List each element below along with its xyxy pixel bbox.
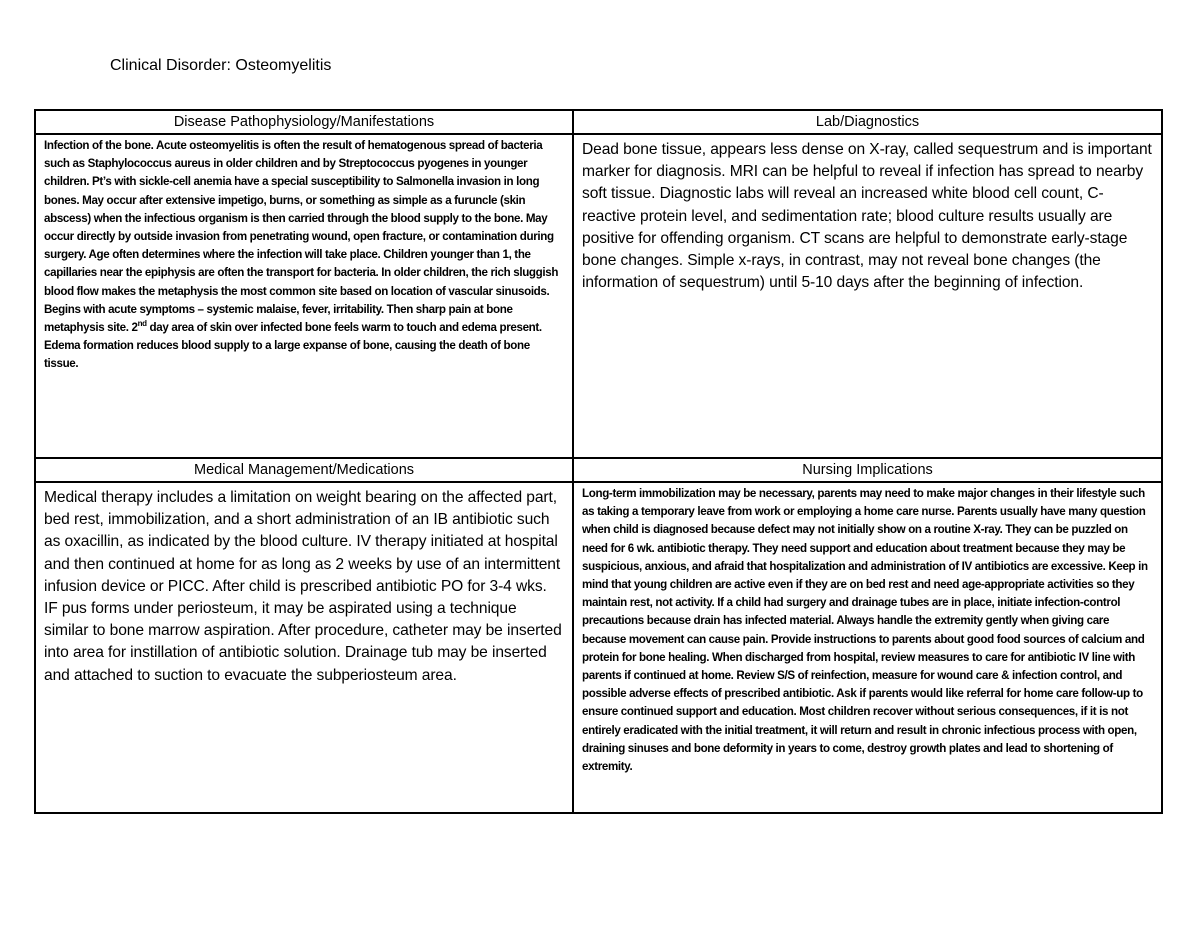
medical-management-header-cell <box>35 458 573 482</box>
medical-management-cell <box>35 482 573 813</box>
header-row-bottom <box>35 458 1162 482</box>
medical-management-text: Medical therapy includes a limitation on weight bearing on the affected part, bed rest, immobilization, and a short administration of an IB antibiotic such as oxacillin, as indicated by the blood culture. IV therapy initiated at hospital and then continued at home for as long as 2 weeks by use of an intermittent infusion device or PICC. After child is prescribed antibiotic PO for 3-4 wks. IF pus forms under periosteum, it may be aspirated using a technique similar to bone marrow aspiration. After procedure, catheter may be inserted into area for instillation of antibiotic solution. Drainage tub may be inserted and attached to suction to evacuate the subperiosteum area. <box>44 489 562 684</box>
medical-management-header: Medical Management/Medications <box>193 462 415 478</box>
nursing-implications-cell <box>573 482 1162 813</box>
pathophysiology-text <box>36 135 572 378</box>
nursing-implications-header: Nursing Implications <box>802 462 933 478</box>
lab-diagnostics-header-cell <box>573 110 1162 134</box>
nursing-implications-text: Long-term immobilization may be necessary, parents may need to make major changes in their lifestyle such as taking a temporary leave from work or employing a home care nurse. Parents usually have many question when child is diagnosed because defect may not initially show on a routine X-ray. They can be puzzled on need for 6 wk. antibiotic therapy. They need support and education about treatment because they may be suspicious, anxious, and afraid that hospitalization and administration of IV antibiotics are excessive. Keep in mind that young children are active even if they are on bed rest and need age-appropriate activities so they maintain rest, not activity. If a child had surgery and drainage tubes are in place, initiate infection-control precautions because drain has infected material. Always handle the extremity gently when giving care because movement can cause pain. Provide instructions to parents about good food sources of calcium and protein for bone healing. When discharged from hospital, review measures to care for antibiotic IV line with parents if continued at home. Review S/S of reinfection, measure for wound care & infection control, and possible adverse effects of prescribed antibiotic. Ask if parents would like referral for home care follow-up to ensure continued support and education. Most children recover without serious consequences, if it is not entirely eradicated with the initial treatment, it will return and result in chronic infectious process with open, draining sinuses and bone deformity in years to come, destroy growth plates and lead to shortening of extremity. <box>582 487 1148 774</box>
content-row-top <box>35 134 1162 458</box>
pathophysiology-superscript: nd <box>137 319 147 329</box>
pathophysiology-header: Disease Pathophysiology/Manifestations <box>173 114 435 130</box>
content-row-bottom <box>35 482 1162 813</box>
lab-diagnostics-text: Dead bone tissue, appears less dense on X-ray, called sequestrum and is important marker for diagnosis. MRI can be helpful to reveal if infection has spread to nearby soft tissue. Diagnostic labs will reveal an increased white blood cell count, C-reactive protein level, and sedimentation rate; blood culture results usually are positive for offending organism. CT scans are helpful to demonstrate early-stage bone changes. Simple x-rays, in contrast, may not reveal bone changes (the information of sequestrum) until 5-10 days after the beginning of infection. <box>582 141 1152 292</box>
care-plan-table <box>34 109 1163 814</box>
pathophysiology-text-part1: Infection of the bone. Acute osteomyelitis is often the result of hematogenous spread of bacteria such as Staphylococcus aureus in older children and by Streptococcus pyogenes in younger children. Pt’s with sickle-cell anemia have a special susceptibility to Salmonella invasion in long bones. May occur after extensive impetigo, burns, or something as simple as a furuncle (skin abscess) when the infectious organism is then carried through the blood supply to the bone. May occur directly by outside invasion from penetrating wound, open fracture, or contamination during surgery. Age often determines where the infection will take place. Children younger than 1, the capillaries near the epiphysis are often the transport for bacteria. In older children, the rich sluggish blood flow makes the metaphysis the most common site based on location of vascular sinusoids. Begins with acute symptoms – systemic malaise, fever, irritability. Then sharp pain at bone metaphysis site. 2 <box>44 139 559 335</box>
document-title: Clinical Disorder: Osteomyelitis <box>110 57 332 74</box>
lab-diagnostics-cell <box>573 134 1162 458</box>
header-row-top <box>35 110 1162 134</box>
pathophysiology-cell <box>35 134 573 458</box>
pathophysiology-header-cell <box>35 110 573 134</box>
lab-diagnostics-header: Lab/Diagnostics <box>815 114 920 130</box>
pathophysiology-text-part2: day area of skin over infected bone feels warm to touch and edema present. Edema formation reduces blood supply to a large expanse of bone, causing the death of bone tissue. <box>44 321 542 371</box>
nursing-implications-header-cell <box>573 458 1162 482</box>
